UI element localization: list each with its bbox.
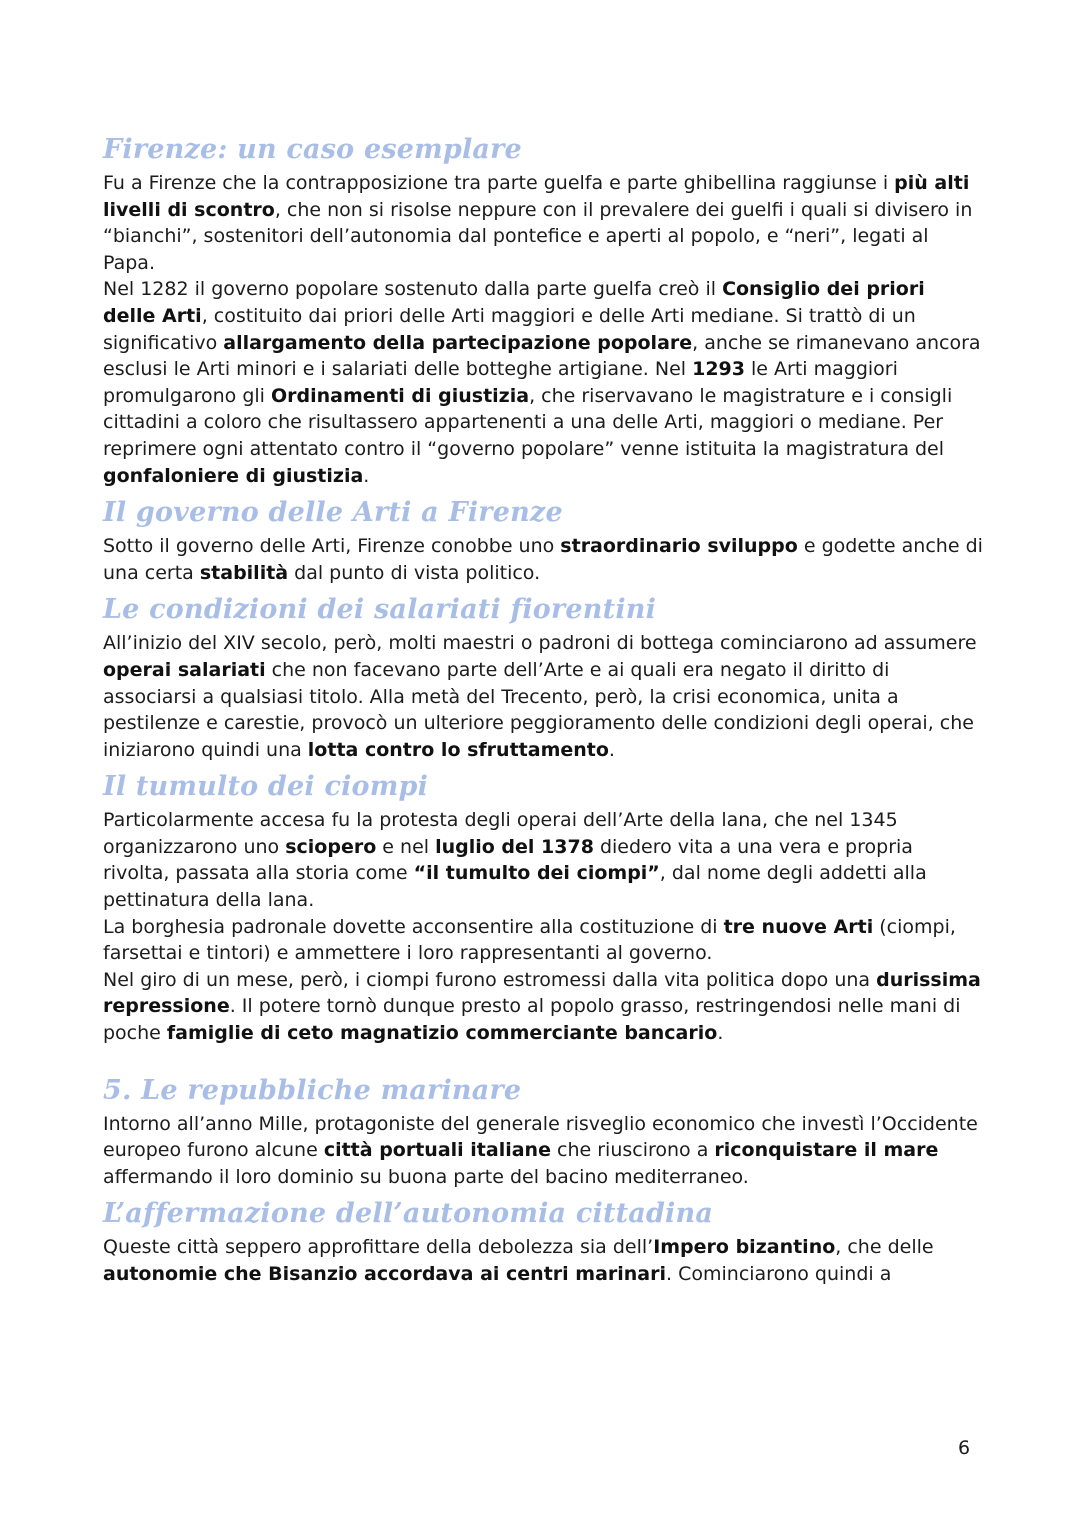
text-run: . Il potere tornò dunque presto al popolo grasso, restringendosi nelle mani di poche: [103, 995, 961, 1045]
bold-text: luglio del 1378: [435, 835, 594, 858]
text-run: , dal nome degli addetti alla pettinatura della lana.: [103, 862, 927, 912]
bold-text: allargamento della partecipazione popolare: [223, 331, 693, 354]
bold-text: durissima repressione: [103, 968, 981, 1018]
text-run: dal punto di vista politico.: [288, 561, 541, 584]
text-run: affermando il loro dominio su buona parte del bacino mediterraneo.: [103, 1165, 749, 1188]
text-run: . Cominciarono quindi a: [666, 1263, 892, 1285]
bold-text: 1293: [692, 358, 745, 381]
bold-text: Consiglio dei priori delle Arti: [103, 278, 925, 327]
paragraph: [103, 967, 983, 1047]
text-run: La borghesia padronale dovette acconsentire alla costituzione di: [103, 915, 724, 938]
text-run: , che delle: [835, 1236, 934, 1259]
text-run: che non facevano parte dell’Arte e ai quali era negato il diritto di associarsi a qualsiasi titolo. Alla metà del Trecento, però, la crisi economica, unita a pestilenze e carestie, provocò un ulteriore peggioramento delle condizioni degli operai, che iniziarono quindi una: [103, 658, 974, 761]
text-run: Particolarmente accesa fu la protesta degli operai dell’Arte della lana, che nel 1345 organizzarono uno: [103, 809, 898, 858]
text-run: Fu a Firenze che la contrapposizione tra parte guelfa e parte ghibellina raggiunse i: [103, 172, 895, 194]
bold-text: stabilità: [199, 561, 289, 584]
section-heading: Il governo delle Arti a Firenze: [103, 497, 563, 529]
text-run: All’inizio del XIV secolo, però, molti maestri o padroni di bottega cominciarono ad assumere: [103, 632, 977, 655]
text-run: e nel: [376, 835, 436, 858]
bold-text: città portuali italiane: [323, 1139, 551, 1162]
text-run: Intorno all’anno Mille, protagoniste del generale risveglio economico che investì l’Occidente europeo furono alcune: [103, 1112, 978, 1162]
paragraph: [103, 276, 983, 489]
text-run: Queste città seppero approfittare della debolezza sia dell’: [103, 1236, 654, 1259]
text-run: , che riservavano le magistrature e i consigli cittadini a coloro che risultassero appartenenti a una delle Arti, maggiori o mediane. Per reprimere ogni attentato contro il “governo popolare” venne istituita la magistratura del: [103, 384, 953, 460]
section-heading: Firenze: un caso esemplare: [103, 134, 522, 165]
bold-text: “il tumulto dei ciompi”: [413, 862, 660, 885]
text-run: .: [717, 1022, 724, 1045]
bold-text: straordinario sviluppo: [560, 535, 798, 558]
text-run: , costituito dai priori delle Arti maggiori e delle Arti mediane. Si trattò di un significativo: [103, 304, 916, 354]
bold-text: autonomie che Bisanzio accordava ai centri marinari: [103, 1263, 667, 1285]
page-number: 6: [958, 1437, 971, 1459]
text-run: .: [608, 738, 615, 761]
text-run: che riuscirono a: [550, 1139, 715, 1162]
paragraph: [103, 1234, 983, 1287]
paragraph: [103, 533, 983, 586]
section-spacer: [103, 1047, 983, 1071]
bold-text: riconquistare il mare: [714, 1139, 939, 1162]
section-heading: L’affermazione dell’autonomia cittadina: [103, 1198, 714, 1230]
paragraph: [103, 170, 983, 276]
bold-text: più alti livelli di scontro: [103, 172, 970, 221]
bold-text: tre nuove Arti: [723, 915, 874, 938]
document-page: [103, 130, 983, 1288]
bold-text: Ordinamenti di giustizia: [271, 384, 530, 407]
bold-text: famiglie di ceto magnatizio commerciante bancario: [166, 1022, 718, 1045]
text-run: , anche se rimanevano ancora esclusi le Arti minori e i salariati delle botteghe artigiane. Nel: [103, 331, 981, 381]
paragraph: [103, 630, 983, 763]
text-run: le Arti maggiori promulgarono gli: [103, 358, 898, 407]
text-run: Nel giro di un mese, però, i ciompi furono estromessi dalla vita politica dopo una: [103, 968, 877, 991]
text-run: .: [363, 464, 370, 487]
paragraph: [103, 807, 983, 913]
bold-text: lotta contro lo sfruttamento: [307, 738, 609, 761]
section-heading: Il tumulto dei ciompi: [103, 771, 429, 803]
section-heading: 5. Le repubbliche marinare: [103, 1074, 522, 1106]
bold-text: gonfaloniere di giustizia: [103, 464, 364, 487]
text-run: , che non si risolse neppure con il prevalere dei guelfi i quali si divisero in “bianchi”, sostenitori dell’autonomia dal pontefice e aperti al popolo, e “neri”, legati al Papa.: [103, 198, 973, 274]
bold-text: operai salariati: [103, 658, 266, 681]
bold-text: sciopero: [285, 835, 377, 858]
text-run: (ciompi, farsettai e tintori) e ammettere i loro rappresentanti al governo.: [103, 915, 956, 965]
bold-text: Impero bizantino: [653, 1236, 836, 1259]
paragraph: [103, 1111, 983, 1191]
text-run: Sotto il governo delle Arti, Firenze conobbe uno: [103, 535, 561, 558]
text-run: e godette anche di una certa: [103, 535, 983, 584]
text-run: diedero vita a una vera e propria rivolta, passata alla storia come: [103, 835, 913, 885]
section-heading: Le condizioni dei salariati fiorentini: [103, 594, 657, 626]
paragraph: [103, 914, 983, 967]
text-run: Nel 1282 il governo popolare sostenuto dalla parte guelfa creò il: [103, 278, 723, 301]
